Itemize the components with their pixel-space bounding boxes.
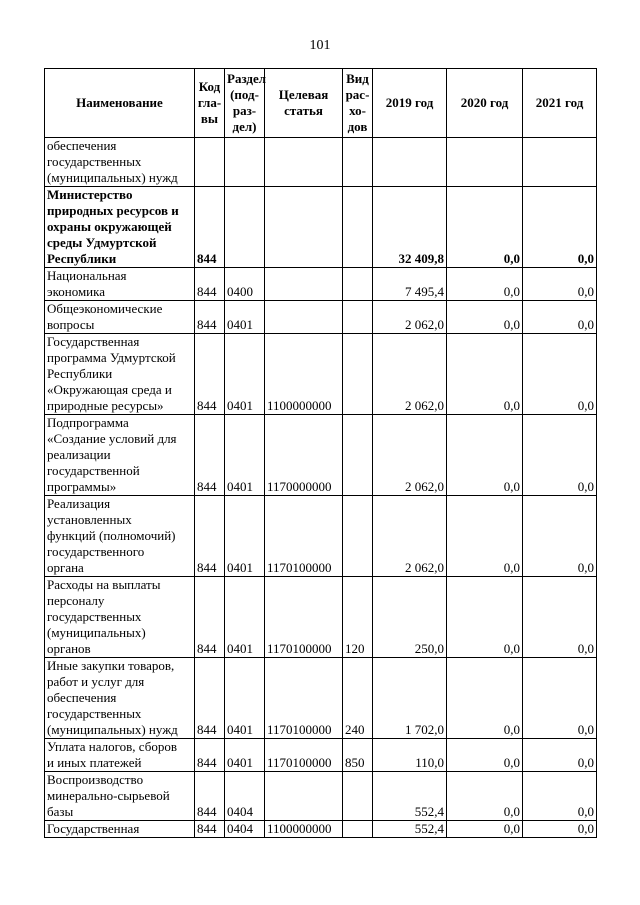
cell-2021: 0,0	[523, 187, 597, 268]
cell-code: 844	[195, 739, 225, 772]
cell-type: 850	[343, 739, 373, 772]
cell-2020: 0,0	[447, 496, 523, 577]
cell-type	[343, 268, 373, 301]
cell-2020: 0,0	[447, 658, 523, 739]
cell-2019: 2 062,0	[373, 334, 447, 415]
cell-name: Уплата налогов, сборов и иных платежей	[45, 739, 195, 772]
cell-target: 1170100000	[265, 658, 343, 739]
cell-target: 1170100000	[265, 577, 343, 658]
cell-code: 844	[195, 577, 225, 658]
cell-2019: 1 702,0	[373, 658, 447, 739]
cell-2021: 0,0	[523, 821, 597, 838]
cell-code: 844	[195, 334, 225, 415]
cell-target	[265, 187, 343, 268]
cell-type: 120	[343, 577, 373, 658]
cell-type	[343, 415, 373, 496]
cell-name: обеспечения государственных (муниципальных) нужд	[45, 138, 195, 187]
budget-table	[44, 68, 597, 838]
cell-2021	[523, 138, 597, 187]
cell-2021: 0,0	[523, 334, 597, 415]
cell-name: Государственная	[45, 821, 195, 838]
cell-target	[265, 301, 343, 334]
cell-2020: 0,0	[447, 821, 523, 838]
cell-2020: 0,0	[447, 268, 523, 301]
cell-type	[343, 496, 373, 577]
cell-2019: 32 409,8	[373, 187, 447, 268]
cell-section: 0401	[225, 415, 265, 496]
header-target: Целевая статья	[265, 69, 343, 138]
cell-section: 0401	[225, 658, 265, 739]
cell-code: 844	[195, 496, 225, 577]
cell-section	[225, 138, 265, 187]
cell-2019: 552,4	[373, 821, 447, 838]
cell-type	[343, 187, 373, 268]
cell-2019: 552,4	[373, 772, 447, 821]
cell-name: Национальная экономика	[45, 268, 195, 301]
cell-2019: 2 062,0	[373, 301, 447, 334]
cell-name: Реализация установленных функций (полномочий) государственного органа	[45, 496, 195, 577]
cell-code	[195, 138, 225, 187]
cell-2019: 250,0	[373, 577, 447, 658]
table-row	[45, 772, 597, 821]
cell-name: Министерство природных ресурсов и охраны окружающей среды Удмуртской Республики	[45, 187, 195, 268]
cell-target	[265, 138, 343, 187]
cell-2021: 0,0	[523, 496, 597, 577]
cell-code: 844	[195, 268, 225, 301]
cell-2020	[447, 138, 523, 187]
header-section: Раздел (под- раз- дел)	[225, 69, 265, 138]
cell-2021: 0,0	[523, 577, 597, 658]
cell-code: 844	[195, 187, 225, 268]
cell-target: 1170000000	[265, 415, 343, 496]
cell-2020: 0,0	[447, 301, 523, 334]
cell-target: 1100000000	[265, 334, 343, 415]
cell-2019	[373, 138, 447, 187]
cell-2021: 0,0	[523, 268, 597, 301]
table-row	[45, 138, 597, 187]
cell-2019: 7 495,4	[373, 268, 447, 301]
header-2020: 2020 год	[447, 69, 523, 138]
table-row	[45, 577, 597, 658]
cell-2020: 0,0	[447, 577, 523, 658]
cell-type	[343, 772, 373, 821]
table-row	[45, 268, 597, 301]
table-row	[45, 334, 597, 415]
cell-2021: 0,0	[523, 415, 597, 496]
cell-code: 844	[195, 415, 225, 496]
cell-code: 844	[195, 821, 225, 838]
header-code: Код гла- вы	[195, 69, 225, 138]
cell-name: Подпрограмма «Создание условий для реализации государственной программы»	[45, 415, 195, 496]
cell-2021: 0,0	[523, 658, 597, 739]
cell-2020: 0,0	[447, 187, 523, 268]
cell-type	[343, 821, 373, 838]
header-2021: 2021 год	[523, 69, 597, 138]
cell-section	[225, 187, 265, 268]
cell-section: 0401	[225, 334, 265, 415]
cell-type	[343, 301, 373, 334]
cell-target	[265, 772, 343, 821]
cell-2020: 0,0	[447, 772, 523, 821]
cell-section: 0401	[225, 301, 265, 334]
cell-target: 1100000000	[265, 821, 343, 838]
cell-section: 0401	[225, 739, 265, 772]
table-row	[45, 821, 597, 838]
table-row	[45, 739, 597, 772]
cell-section: 0401	[225, 496, 265, 577]
header-2019: 2019 год	[373, 69, 447, 138]
cell-section: 0404	[225, 772, 265, 821]
cell-2019: 2 062,0	[373, 415, 447, 496]
table-row	[45, 301, 597, 334]
cell-2021: 0,0	[523, 301, 597, 334]
cell-name: Расходы на выплаты персоналу государственных (муниципальных) органов	[45, 577, 195, 658]
cell-2020: 0,0	[447, 334, 523, 415]
cell-2019: 110,0	[373, 739, 447, 772]
header-name: Наименование	[45, 69, 195, 138]
cell-name: Иные закупки товаров, работ и услуг для обеспечения государственных (муниципальных) нужд	[45, 658, 195, 739]
table-row	[45, 658, 597, 739]
cell-name: Общеэкономические вопросы	[45, 301, 195, 334]
cell-target	[265, 268, 343, 301]
table-row	[45, 187, 597, 268]
cell-name: Воспроизводство минерально-сырьевой базы	[45, 772, 195, 821]
cell-code: 844	[195, 658, 225, 739]
cell-code: 844	[195, 301, 225, 334]
cell-section: 0404	[225, 821, 265, 838]
cell-type: 240	[343, 658, 373, 739]
cell-section: 0400	[225, 268, 265, 301]
header-type: Вид рас- хо- дов	[343, 69, 373, 138]
table-row	[45, 496, 597, 577]
cell-target: 1170100000	[265, 739, 343, 772]
header-row	[45, 69, 597, 138]
cell-section: 0401	[225, 577, 265, 658]
cell-name: Государственная программа Удмуртской Республики «Окружающая среда и природные ресурсы»	[45, 334, 195, 415]
table-row	[45, 415, 597, 496]
page-number: 101	[309, 38, 331, 53]
cell-type	[343, 138, 373, 187]
cell-type	[343, 334, 373, 415]
cell-2021: 0,0	[523, 772, 597, 821]
cell-2019: 2 062,0	[373, 496, 447, 577]
cell-target: 1170100000	[265, 496, 343, 577]
cell-2020: 0,0	[447, 739, 523, 772]
cell-2021: 0,0	[523, 739, 597, 772]
cell-code: 844	[195, 772, 225, 821]
cell-2020: 0,0	[447, 415, 523, 496]
